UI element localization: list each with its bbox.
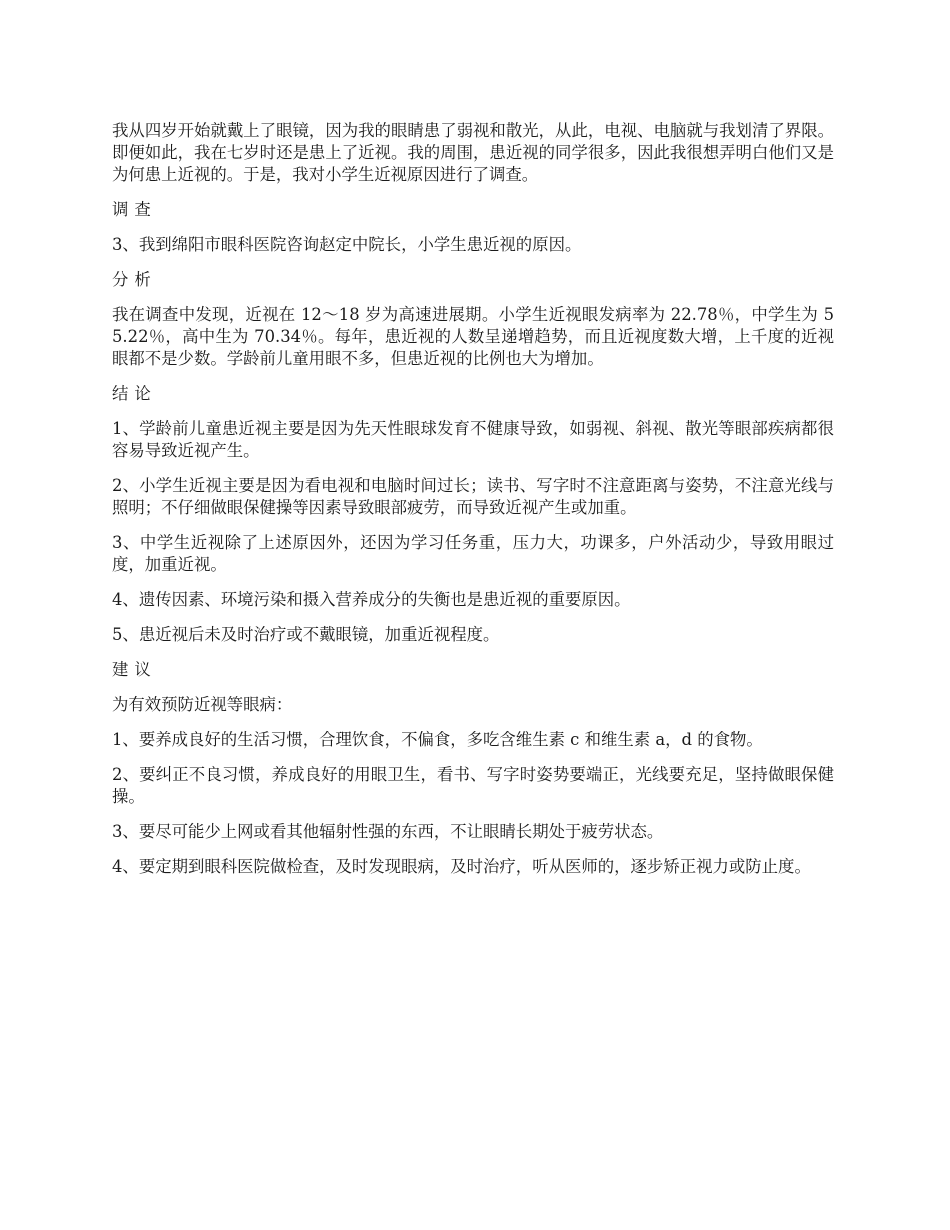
suggestion-item: 4、要定期到眼科医院做检查，及时发现眼病，及时治疗，听从医师的，逐步矫正视力或防止度。 <box>112 857 811 876</box>
analysis-paragraph: 我在调查中发现，近视在 12～18 岁为高速进展期。小学生近视眼发病率为 22.78％，中学生为 55.22％，高中生为 70.34％。每年，患近视的人数呈递增趋势，而且近视度数大增，上千度的近视眼都不是少数。学龄前儿童用眼不多，但患近视的比例也大为增加。 <box>112 305 834 368</box>
intro-paragraph: 我从四岁开始就戴上了眼镜，因为我的眼睛患了弱视和散光，从此，电视、电脑就与我划清了界限。即便如此，我在七岁时还是患上了近视。我的周围，患近视的同学很多，因此我很想弄明白他们又是为何患上近视的。于是，我对小学生近视原因进行了调查。 <box>112 121 834 184</box>
conclusion-item: 3、中学生近视除了上述原因外，还因为学习任务重，压力大，功课多，户外活动少，导致用眼过度，加重近视。 <box>112 533 834 574</box>
analysis-heading: 分析 <box>112 270 157 289</box>
conclusion-item: 4、遗传因素、环境污染和摄入营养成分的失衡也是患近视的重要原因。 <box>112 590 631 609</box>
conclusion-item: 1、学龄前儿童患近视主要是因为先天性眼球发育不健康导致，如弱视、斜视、散光等眼部疾病都很容易导致近视产生。 <box>112 419 834 460</box>
conclusion-item: 2、小学生近视主要是因为看电视和电脑时间过长；读书、写字时不注意距离与姿势，不注意光线与照明；不仔细做眼保健操等因素导致眼部疲劳，而导致近视产生或加重。 <box>112 476 834 517</box>
conclusion-item: 5、患近视后未及时治疗或不戴眼镜，加重近视程度。 <box>112 625 500 644</box>
document-page <box>112 120 834 891</box>
investigation-item: 3、我到绵阳市眼科医院咨询赵定中院长，小学生患近视的原因。 <box>112 235 582 254</box>
investigation-heading: 调查 <box>112 200 157 219</box>
suggestion-item: 3、要尽可能少上网或看其他辐射性强的东西，不让眼睛长期处于疲劳状态。 <box>112 822 664 841</box>
suggestions-heading: 建议 <box>112 660 157 679</box>
suggestion-item: 1、要养成良好的生活习惯，合理饮食，不偏食，多吃含维生素 c 和维生素 a，d 的食物。 <box>112 730 763 749</box>
conclusion-heading: 结论 <box>112 384 157 403</box>
suggestions-intro: 为有效预防近视等眼病： <box>112 695 293 714</box>
suggestion-item: 2、要纠正不良习惯，养成良好的用眼卫生，看书、写字时姿势要端正，光线要充足，坚持做眼保健操。 <box>112 765 834 806</box>
